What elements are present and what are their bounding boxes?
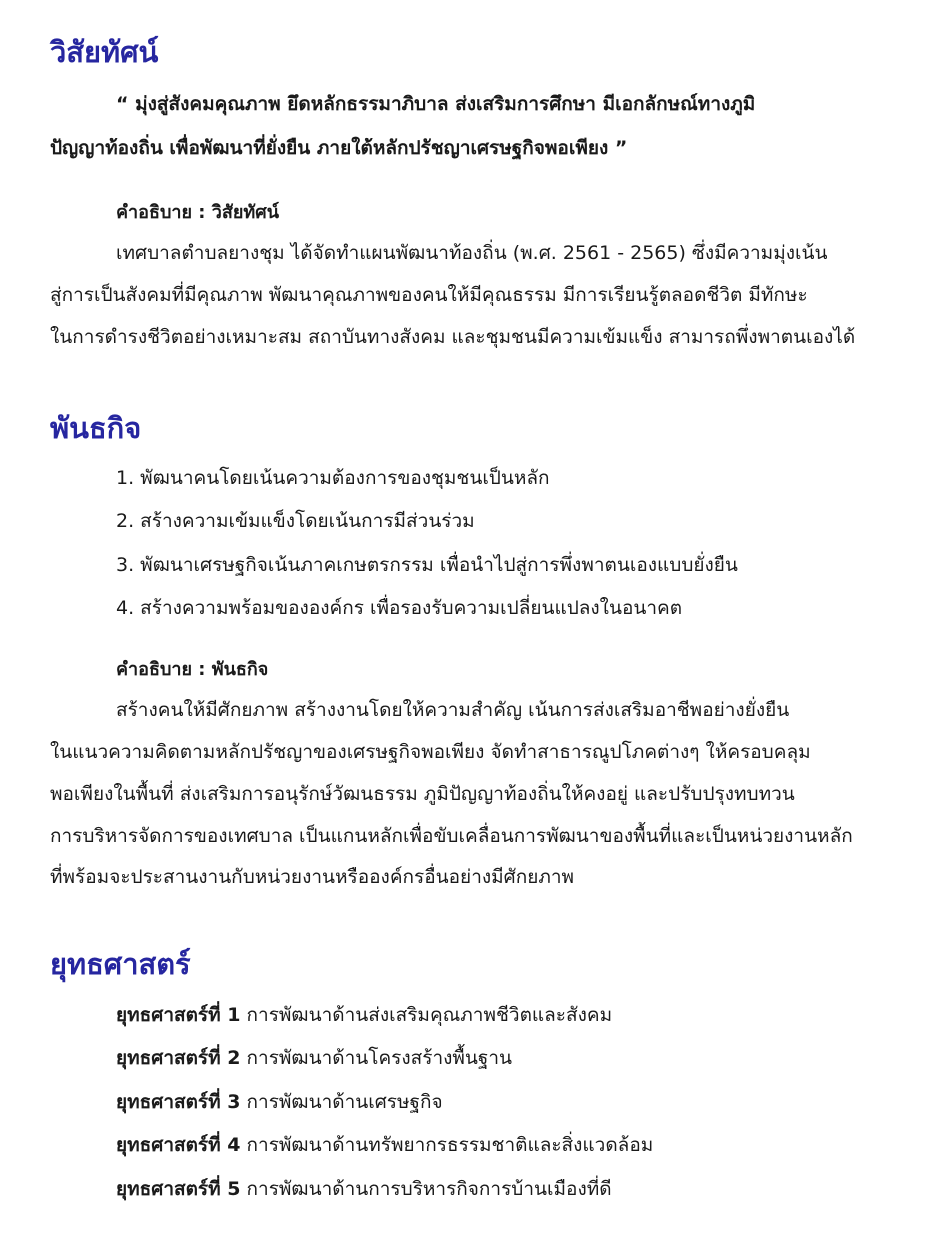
mission-item-4: 4. สร้างความพร้อมขององค์กร เพื่อรองรับความเปลี่ยนแปลงในอนาคต xyxy=(116,597,683,619)
mission-heading: พันธกิจ xyxy=(50,411,142,445)
strategy-item-1-label: ยุทธศาสตร์ที่ 1 xyxy=(116,1004,241,1026)
vision-explanation-line-3: ในการดำรงชีวิตอย่างเหมาะสม สถาบันทางสังคม และชุมชนมีความเข้มแข็ง สามารถพึ่งพาตนเองได้ xyxy=(50,326,856,348)
mission-item-1: 1. พัฒนาคนโดยเน้นความต้องการของชุมชนเป็นหลัก xyxy=(116,467,550,489)
mission-explanation-line-3: พอเพียงในพื้นที่ ส่งเสริมการอนุรักษ์วัฒนธรรม ภูมิปัญญาท้องถิ่นให้คงอยู่ และปรับปรุงทบทวน xyxy=(50,783,795,805)
vision-statement-line-1: “ มุ่งสู่สังคมคุณภาพ ยึดหลักธรรมาภิบาล ส่งเสริมการศึกษา มีเอกลักษณ์ทางภูมิ xyxy=(116,93,756,115)
mission-item-3: 3. พัฒนาเศรษฐกิจเน้นภาคเกษตรกรรม เพื่อนำไปสู่การพึ่งพาตนเองแบบยั่งยืน xyxy=(116,554,738,576)
strategy-item-1 xyxy=(116,1000,612,1030)
strategy-item-4 xyxy=(116,1130,653,1160)
strategy-item-2-label: ยุทธศาสตร์ที่ 2 xyxy=(116,1047,241,1069)
mission-item-2: 2. สร้างความเข้มแข็งโดยเน้นการมีส่วนร่วม xyxy=(116,510,475,532)
vision-statement-line-2: ปัญญาท้องถิ่น เพื่อพัฒนาที่ยั่งยืน ภายใต้หลักปรัชญาเศรษฐกิจพอเพียง ” xyxy=(50,137,628,159)
vision-explanation-line-2: สู่การเป็นสังคมที่มีคุณภาพ พัฒนาคุณภาพของคนให้มีคุณธรรม มีการเรียนรู้ตลอดชีวิต มีทักษะ xyxy=(50,284,808,306)
strategy-item-2-text: การพัฒนาด้านโครงสร้างพื้นฐาน xyxy=(246,1047,513,1069)
mission-explanation-line-5: ที่พร้อมจะประสานงานกับหน่วยงานหรือองค์กรอื่นอย่างมีศักยภาพ xyxy=(50,866,575,888)
strategy-item-4-label: ยุทธศาสตร์ที่ 4 xyxy=(116,1134,241,1156)
strategy-item-2 xyxy=(116,1043,512,1073)
strategy-item-4-text: การพัฒนาด้านทรัพยากรธรรมชาติและสิ่งแวดล้อม xyxy=(246,1134,654,1156)
strategy-item-5-label: ยุทธศาสตร์ที่ 5 xyxy=(116,1178,241,1200)
vision-heading: วิสัยทัศน์ xyxy=(50,35,159,69)
strategy-item-5-text: การพัฒนาด้านการบริหารกิจการบ้านเมืองที่ดี xyxy=(246,1178,612,1200)
mission-explanation-line-1: สร้างคนให้มีศักยภาพ สร้างงานโดยให้ความสำคัญ เน้นการส่งเสริมอาชีพอย่างยั่งยืน xyxy=(116,699,790,721)
mission-explanation-label: คำอธิบาย : พันธกิจ xyxy=(116,659,269,680)
strategy-heading: ยุทธศาสตร์ xyxy=(50,947,191,981)
mission-explanation-line-4: การบริหารจัดการของเทศบาล เป็นแกนหลักเพื่อขับเคลื่อนการพัฒนาของพื้นที่และเป็นหน่วยงานหลัก xyxy=(50,825,853,847)
strategy-item-1-text: การพัฒนาด้านส่งเสริมคุณภาพชีวิตและสังคม xyxy=(246,1004,613,1026)
strategy-item-3 xyxy=(116,1087,443,1117)
strategy-item-3-text: การพัฒนาด้านเศรษฐกิจ xyxy=(246,1091,443,1113)
mission-explanation-line-2: ในแนวความคิดตามหลักปรัชญาของเศรษฐกิจพอเพียง จัดทำสาธารณูปโภคต่างๆ ให้ครอบคลุม xyxy=(50,741,811,763)
vision-explanation-label: คำอธิบาย : วิสัยทัศน์ xyxy=(116,202,279,223)
vision-explanation-line-1: เทศบาลตำบลยางชุม ได้จัดทำแผนพัฒนาท้องถิ่น (พ.ศ. 2561 - 2565) ซึ่งมีความมุ่งเน้น xyxy=(116,242,828,264)
strategy-item-3-label: ยุทธศาสตร์ที่ 3 xyxy=(116,1091,241,1113)
strategy-item-5 xyxy=(116,1174,612,1204)
